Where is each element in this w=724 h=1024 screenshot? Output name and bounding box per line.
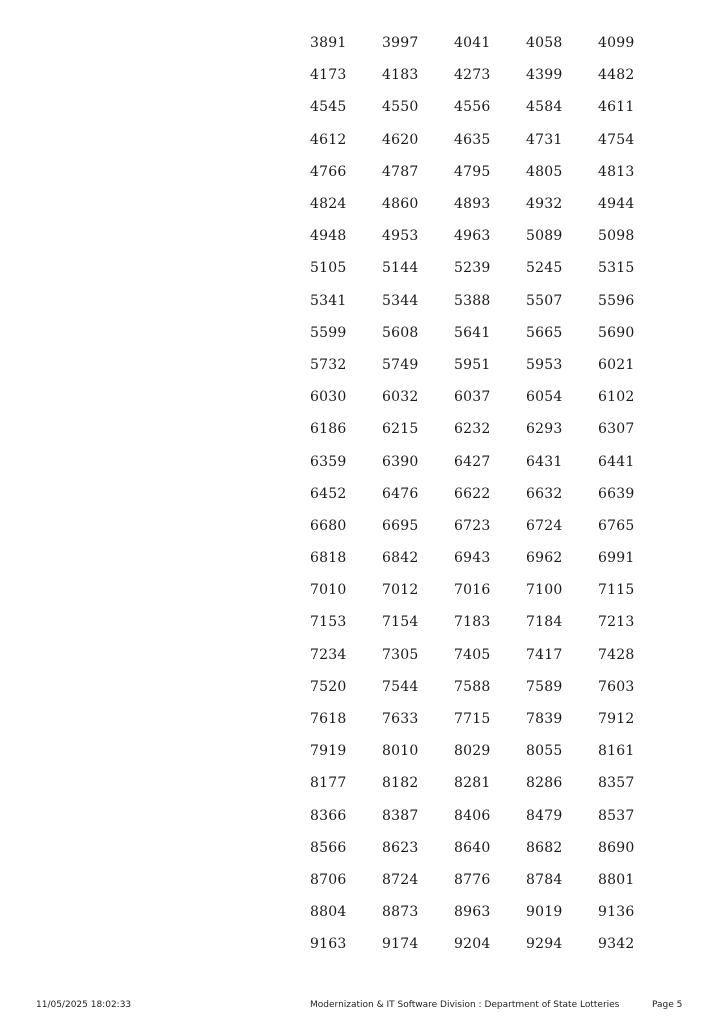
ticket-number: 9174 — [382, 936, 419, 953]
number-row — [310, 896, 670, 928]
ticket-number: 4731 — [526, 131, 563, 148]
ticket-number: 7912 — [598, 711, 635, 728]
ticket-number: 6818 — [310, 550, 347, 567]
ticket-number: 4584 — [526, 99, 563, 116]
ticket-number: 5599 — [310, 324, 347, 341]
ticket-number: 6452 — [310, 485, 347, 502]
number-row — [310, 156, 670, 188]
ticket-number: 3997 — [382, 35, 419, 52]
ticket-number: 4058 — [526, 35, 563, 52]
ticket-number: 8776 — [454, 871, 491, 888]
number-row — [310, 928, 670, 960]
ticket-number: 8286 — [526, 775, 563, 792]
ticket-number: 5105 — [310, 260, 347, 277]
ticket-number: 8804 — [310, 904, 347, 921]
ticket-number: 6680 — [310, 517, 347, 534]
ticket-number: 5641 — [454, 324, 491, 341]
ticket-number: 4173 — [310, 67, 347, 84]
ticket-number: 7715 — [454, 711, 491, 728]
ticket-number: 9294 — [526, 936, 563, 953]
ticket-number: 5344 — [382, 292, 419, 309]
ticket-number: 9136 — [598, 904, 635, 921]
ticket-number: 8387 — [382, 807, 419, 824]
ticket-number: 6232 — [454, 421, 491, 438]
ticket-number: 7183 — [454, 614, 491, 631]
ticket-number: 6032 — [382, 389, 419, 406]
ticket-number: 6307 — [598, 421, 635, 438]
ticket-number: 4813 — [598, 163, 635, 180]
ticket-number: 5388 — [454, 292, 491, 309]
ticket-number: 6215 — [382, 421, 419, 438]
ticket-number: 4041 — [454, 35, 491, 52]
ticket-number: 5596 — [598, 292, 635, 309]
number-row — [310, 252, 670, 284]
ticket-number: 8566 — [310, 839, 347, 856]
ticket-number: 4099 — [598, 35, 635, 52]
number-row — [310, 220, 670, 252]
number-row — [310, 832, 670, 864]
ticket-number: 6476 — [382, 485, 419, 502]
ticket-number: 4795 — [454, 163, 491, 180]
ticket-number: 8010 — [382, 743, 419, 760]
ticket-number: 6037 — [454, 389, 491, 406]
ticket-number: 6293 — [526, 421, 563, 438]
ticket-number: 4635 — [454, 131, 491, 148]
ticket-number: 6622 — [454, 485, 491, 502]
ticket-number-grid — [310, 27, 670, 960]
ticket-number: 9204 — [454, 936, 491, 953]
ticket-number: 5089 — [526, 228, 563, 245]
number-row — [310, 27, 670, 59]
ticket-number: 9342 — [598, 936, 635, 953]
ticket-number: 6102 — [598, 389, 635, 406]
footer-page-number: Page 5 — [652, 1000, 683, 1010]
ticket-number: 5953 — [526, 356, 563, 373]
page-footer — [0, 1000, 724, 1014]
ticket-number: 8706 — [310, 871, 347, 888]
ticket-number: 7016 — [454, 582, 491, 599]
ticket-number: 8873 — [382, 904, 419, 921]
ticket-number: 7234 — [310, 646, 347, 663]
ticket-number: 8406 — [454, 807, 491, 824]
ticket-number: 8724 — [382, 871, 419, 888]
ticket-number: 6639 — [598, 485, 635, 502]
ticket-number: 8690 — [598, 839, 635, 856]
ticket-number: 7839 — [526, 711, 563, 728]
ticket-number: 8479 — [526, 807, 563, 824]
number-row — [310, 864, 670, 896]
ticket-number: 8640 — [454, 839, 491, 856]
ticket-number: 6431 — [526, 453, 563, 470]
number-row — [310, 188, 670, 220]
ticket-number: 6765 — [598, 517, 635, 534]
ticket-number: 8182 — [382, 775, 419, 792]
ticket-number: 6427 — [454, 453, 491, 470]
ticket-number: 7919 — [310, 743, 347, 760]
ticket-number: 6991 — [598, 550, 635, 567]
ticket-number: 7589 — [526, 678, 563, 695]
ticket-number: 7100 — [526, 582, 563, 599]
ticket-number: 5732 — [310, 356, 347, 373]
ticket-number: 6962 — [526, 550, 563, 567]
ticket-number: 4399 — [526, 67, 563, 84]
ticket-number: 8281 — [454, 775, 491, 792]
ticket-number: 8963 — [454, 904, 491, 921]
ticket-number: 5951 — [454, 356, 491, 373]
ticket-number: 6021 — [598, 356, 635, 373]
number-row — [310, 510, 670, 542]
ticket-number: 5245 — [526, 260, 563, 277]
number-row — [310, 478, 670, 510]
ticket-number: 4963 — [454, 228, 491, 245]
ticket-number: 4824 — [310, 196, 347, 213]
ticket-number: 7405 — [454, 646, 491, 663]
ticket-number: 4545 — [310, 99, 347, 116]
ticket-number: 5690 — [598, 324, 635, 341]
ticket-number: 4273 — [454, 67, 491, 84]
number-row — [310, 381, 670, 413]
number-row — [310, 349, 670, 381]
ticket-number: 8357 — [598, 775, 635, 792]
ticket-number: 5608 — [382, 324, 419, 341]
ticket-number: 5665 — [526, 324, 563, 341]
ticket-number: 4948 — [310, 228, 347, 245]
ticket-number: 4953 — [382, 228, 419, 245]
ticket-number: 4860 — [382, 196, 419, 213]
number-row — [310, 91, 670, 123]
ticket-number: 6441 — [598, 453, 635, 470]
ticket-number: 7603 — [598, 678, 635, 695]
ticket-number: 6359 — [310, 453, 347, 470]
ticket-number: 6724 — [526, 517, 563, 534]
ticket-number: 8784 — [526, 871, 563, 888]
ticket-number: 6943 — [454, 550, 491, 567]
number-row — [310, 735, 670, 767]
ticket-number: 7588 — [454, 678, 491, 695]
ticket-number: 7153 — [310, 614, 347, 631]
ticket-number: 4932 — [526, 196, 563, 213]
ticket-number: 5144 — [382, 260, 419, 277]
number-row — [310, 445, 670, 477]
ticket-number: 6030 — [310, 389, 347, 406]
footer-division: Modernization & IT Software Division : Department of State Lotteries — [310, 1000, 620, 1010]
number-row — [310, 800, 670, 832]
ticket-number: 7417 — [526, 646, 563, 663]
ticket-number: 6390 — [382, 453, 419, 470]
ticket-number: 8366 — [310, 807, 347, 824]
ticket-number: 7213 — [598, 614, 635, 631]
ticket-number: 7618 — [310, 711, 347, 728]
ticket-number: 7010 — [310, 582, 347, 599]
ticket-number: 5507 — [526, 292, 563, 309]
ticket-number: 4611 — [598, 99, 635, 116]
ticket-number: 7012 — [382, 582, 419, 599]
ticket-number: 8682 — [526, 839, 563, 856]
ticket-number: 7428 — [598, 646, 635, 663]
ticket-number: 4787 — [382, 163, 419, 180]
ticket-number: 6632 — [526, 485, 563, 502]
ticket-number: 8801 — [598, 871, 635, 888]
ticket-number: 5315 — [598, 260, 635, 277]
ticket-number: 3891 — [310, 35, 347, 52]
ticket-number: 8055 — [526, 743, 563, 760]
number-row — [310, 574, 670, 606]
ticket-number: 5341 — [310, 292, 347, 309]
ticket-number: 5749 — [382, 356, 419, 373]
ticket-number: 8623 — [382, 839, 419, 856]
number-row — [310, 671, 670, 703]
ticket-number: 4482 — [598, 67, 635, 84]
ticket-number: 4944 — [598, 196, 635, 213]
ticket-number: 7154 — [382, 614, 419, 631]
number-row — [310, 285, 670, 317]
number-row — [310, 542, 670, 574]
number-row — [310, 317, 670, 349]
ticket-number: 5098 — [598, 228, 635, 245]
ticket-number: 4754 — [598, 131, 635, 148]
ticket-number: 9019 — [526, 904, 563, 921]
footer-timestamp: 11/05/2025 18:02:33 — [36, 1000, 132, 1010]
ticket-number: 6186 — [310, 421, 347, 438]
ticket-number: 4183 — [382, 67, 419, 84]
ticket-number: 6842 — [382, 550, 419, 567]
ticket-number: 6723 — [454, 517, 491, 534]
ticket-number: 4805 — [526, 163, 563, 180]
ticket-number: 6054 — [526, 389, 563, 406]
ticket-number: 5239 — [454, 260, 491, 277]
ticket-number: 8029 — [454, 743, 491, 760]
ticket-number: 8177 — [310, 775, 347, 792]
ticket-number: 6695 — [382, 517, 419, 534]
ticket-number: 7633 — [382, 711, 419, 728]
number-row — [310, 767, 670, 799]
ticket-number: 7115 — [598, 582, 635, 599]
number-row — [310, 413, 670, 445]
ticket-number: 7544 — [382, 678, 419, 695]
ticket-number: 4556 — [454, 99, 491, 116]
ticket-number: 4550 — [382, 99, 419, 116]
ticket-number: 7184 — [526, 614, 563, 631]
ticket-number: 7305 — [382, 646, 419, 663]
number-row — [310, 639, 670, 671]
ticket-number: 9163 — [310, 936, 347, 953]
number-row — [310, 703, 670, 735]
ticket-number: 4612 — [310, 131, 347, 148]
number-row — [310, 606, 670, 638]
number-row — [310, 124, 670, 156]
ticket-number: 4766 — [310, 163, 347, 180]
number-row — [310, 59, 670, 91]
ticket-number: 4620 — [382, 131, 419, 148]
ticket-number: 8161 — [598, 743, 635, 760]
ticket-number: 8537 — [598, 807, 635, 824]
ticket-number: 4893 — [454, 196, 491, 213]
ticket-number: 7520 — [310, 678, 347, 695]
